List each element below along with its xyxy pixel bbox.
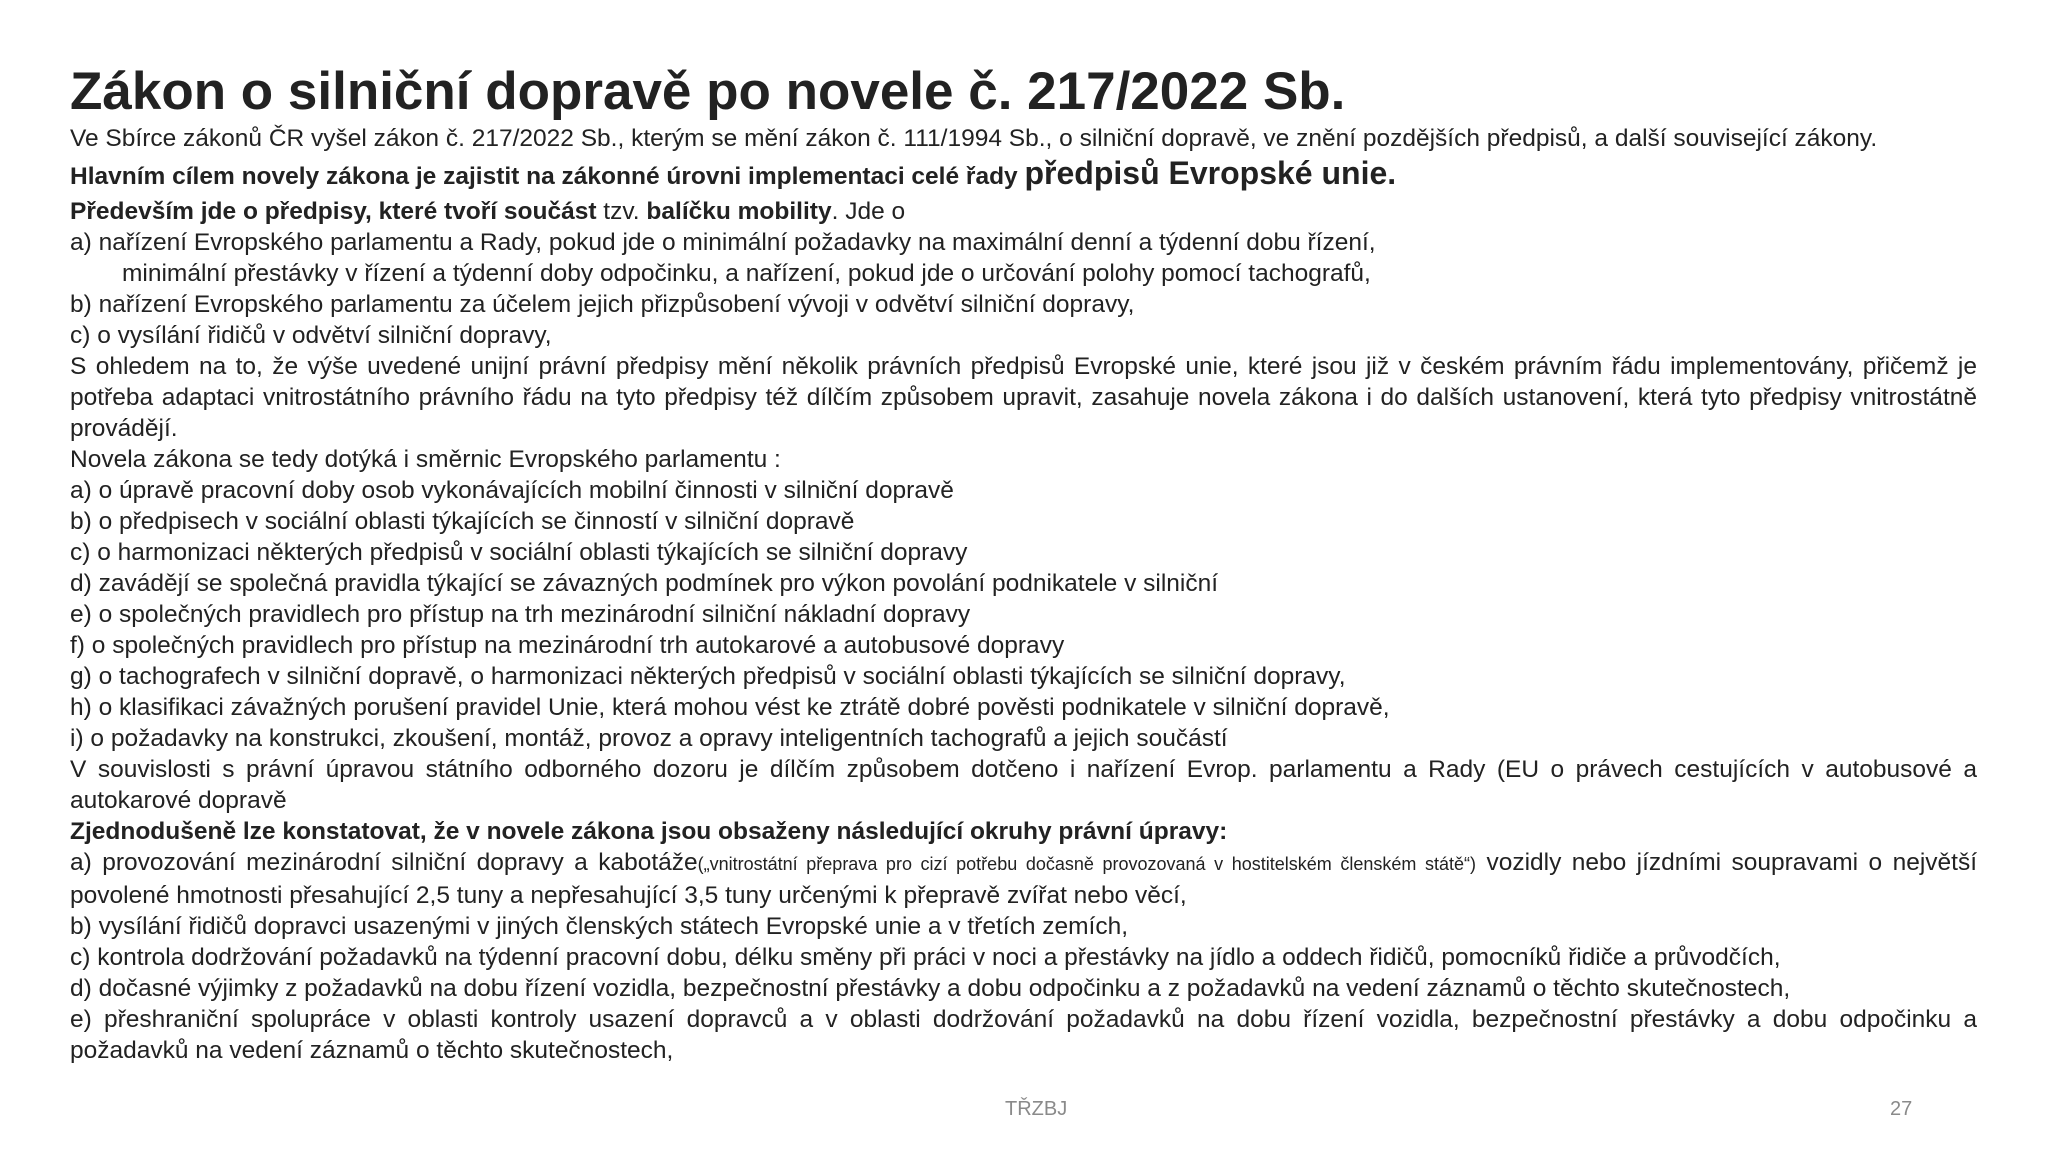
mobility-normal-2: . Jde o	[831, 198, 906, 225]
summary-a-note: („vnitrostátní přeprava pro cizí potřebu dočasně provozovaná v hostitelském členském státě“)	[697, 854, 1477, 874]
summary-item: e) přeshraniční spolupráce v oblasti kontroly usazení dopravců a v oblasti dodržování požadavků na dobu řízení vozidla, bezpečnostní přestávky a dobu odpočinku a požadavků na vedení záznamů o těchto skutečnostech,	[70, 1006, 1977, 1064]
page-number: 27	[1890, 1098, 1913, 1120]
summary-item: c) kontrola dodržování požadavků na týdenní pracovní dobu, délku směny při práci v noci a přestávky na jídlo a oddech řidičů, pomocníků řidiče a průvodčích,	[70, 944, 1781, 971]
directive-item: c) o harmonizaci některých předpisů v sociální oblasti týkajících se silniční dopravy	[70, 539, 968, 566]
directive-item: f) o společných pravidlech pro přístup na mezinárodní trh autokarové a autobusové dopravy	[70, 632, 1065, 659]
directive-item: b) o předpisech v sociální oblasti týkajících se činností v silniční dopravě	[70, 508, 855, 535]
directive-item: i) o požadavky na konstrukci, zkoušení, montáž, provoz a opravy inteligentních tachografů a jejich součástí	[70, 725, 1228, 752]
regulation-a-line-1: a) nařízení Evropského parlamentu a Rady, pokud jde o minimální požadavky na maximální denní a týdenní dobu řízení,	[70, 229, 1376, 256]
mobility-paragraph	[70, 196, 1977, 227]
mobility-normal-1: tzv.	[596, 198, 647, 225]
mobility-bold-2: balíčku mobility	[646, 198, 832, 225]
summary-a-start: a) provozování mezinárodní silniční dopravy a kabotáže	[70, 849, 698, 876]
directive-item: a) o úpravě pracovní doby osob vykonávajících mobilní činnosti v silniční dopravě	[70, 477, 954, 504]
regulation-b: b) nařízení Evropského parlamentu za účelem jejich přizpůsobení vývoji v odvětví silniční dopravy,	[70, 291, 1135, 318]
regulation-a-line-2: minimální přestávky v řízení a týdenní doby odpočinku, a nařízení, pokud jde o určování polohy pomocí tachografů,	[122, 260, 1371, 287]
summary-heading: Zjednodušeně lze konstatovat, že v novele zákona jsou obsaženy následující okruhy právní úpravy:	[70, 818, 1228, 845]
goal-end: .	[1387, 155, 1397, 191]
slide-body	[70, 123, 1977, 1066]
directive-item: g) o tachografech v silniční dopravě, o harmonizaci některých předpisů v sociální oblasti týkajících se silniční dopravy,	[70, 663, 1346, 690]
goal-lead: Hlavním cílem novely zákona je zajistit na zákonné úrovni implementaci celé řady	[70, 163, 1025, 190]
intro-paragraph: Ve Sbírce zákonů ČR vyšel zákon č. 217/2022 Sb., kterým se mění zákon č. 111/1994 Sb., o silniční dopravě, ve znění pozdějších předpisů, a další související zákony.	[70, 125, 1878, 152]
mobility-bold-1: Především jde o předpisy, které tvoří součást	[70, 198, 597, 225]
summary-a-end: vozidly nebo jízdními soupravami o největší povolené hmotnosti přesahující 2,5 tuny a nepřesahující 3,5 tuny určenými k přepravě zvířat nebo věcí,	[70, 849, 1978, 909]
footer-label: TŘZBJ	[1005, 1098, 1068, 1120]
summary-item: b) vysílání řidičů dopravci usazenými v jiných členských státech Evropské unie a v třetích zemích,	[70, 913, 1129, 940]
context-paragraph: S ohledem na to, že výše uvedené unijní právní předpisy mění několik právních předpisů Evropské unie, které jsou již v českém právním řádu implementovány, přičemž je potřeba adaptaci vnitrostátního právního řádu na tyto předpisy též dílčím způsobem upravit, zasahuje novela zákona i do dalších ustanovení, která tyto předpisy vnitrostátně provádějí.	[70, 353, 1977, 442]
slide-title: Zákon o silniční dopravě po novele č. 217/2022 Sb.	[70, 62, 1346, 121]
regulation-c: c) o vysílání řidičů v odvětví silniční dopravy,	[70, 322, 552, 349]
summary-item: d) dočasné výjimky z požadavků na dobu řízení vozidla, bezpečnostní přestávky a dobu odpočinku a z požadavků na vedení záznamů o těchto skutečnostech,	[70, 975, 1791, 1002]
directives-intro: Novela zákona se tedy dotýká i směrnic Evropského parlamentu :	[70, 446, 781, 473]
directive-item: h) o klasifikaci závažných porušení pravidel Unie, která mohou vést ke ztrátě dobré pověsti podnikatele v silniční dopravě,	[70, 694, 1390, 721]
goal-highlight: předpisů Evropské unie	[1024, 155, 1388, 191]
goal-paragraph	[70, 154, 1977, 196]
directive-item: d) zavádějí se společná pravidla týkající se závazných podmínek pro výkon povolání podnikatele v silniční	[70, 570, 1219, 597]
directive-item: e) o společných pravidlech pro přístup na trh mezinárodní silniční nákladní dopravy	[70, 601, 971, 628]
summary-item-a	[70, 847, 1977, 911]
supervision-paragraph: V souvislosti s právní úpravou státního odborného dozoru je dílčím způsobem dotčeno i nařízení Evrop. parlamentu a Rady (EU o právech cestujících v autobusové a autokarové dopravě	[70, 756, 1977, 814]
